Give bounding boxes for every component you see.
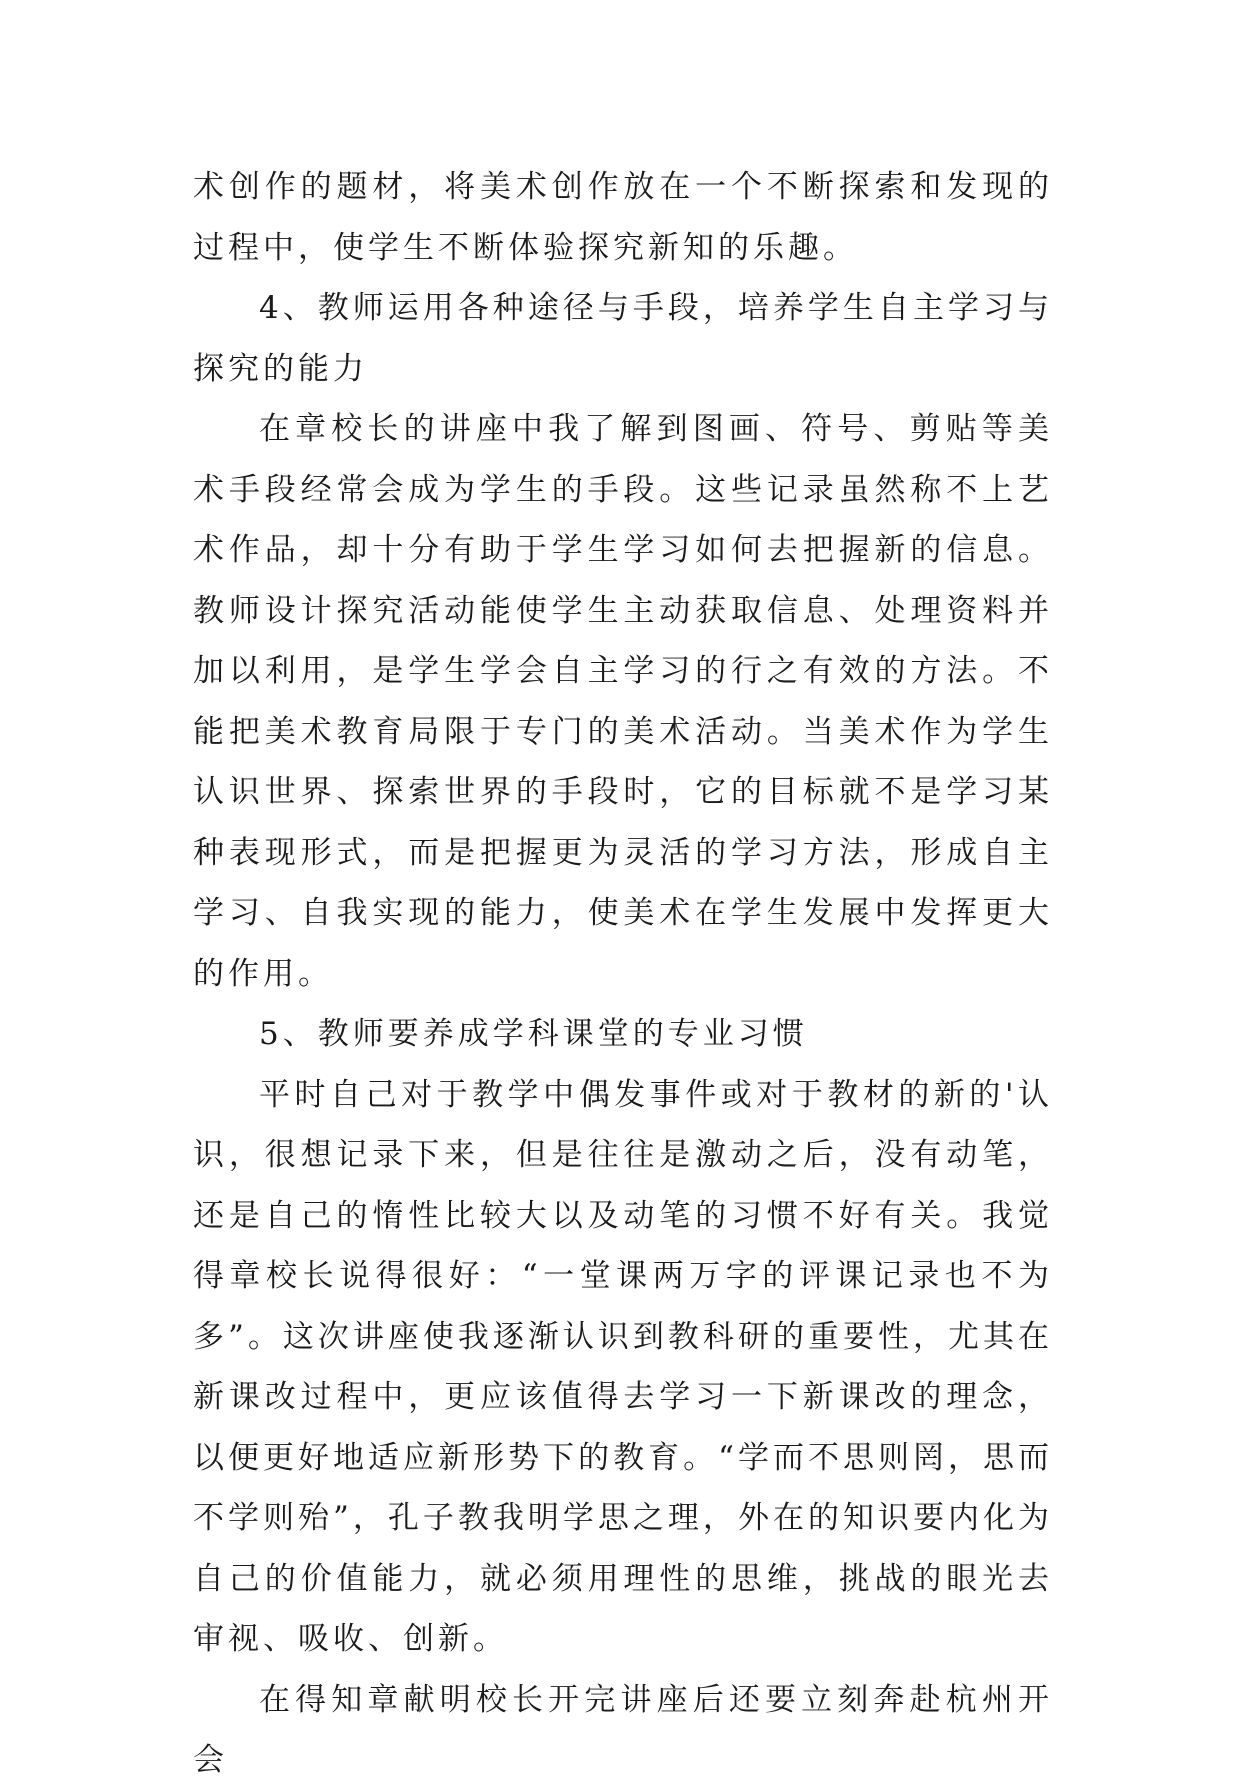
paragraph-lecture: 在章校长的讲座中我了解到图画、符号、剪贴等美术手段经常会成为学生的手段。这些记录虽然称不上艺术作品，却十分有助于学生学习如何去把握新的信息。教师设计探究活动能使学生主动获取信息、处理资料并加以利用，是学生学会自主学习的行之有效的方法。不能把美术教育局限于专门的美术活动。当美术作为学生认识世界、探索世界的手段时，它的目标就不是学习某种表现形式，而是把握更为灵活的学习方法，形成自主学习、自我实现的能力，使美术在学生发展中发挥更大的作用。 [193,411,1053,992]
paragraph-continued: 术创作的题材，将美术创作放在一个不断探索和发现的过程中，使学生不断体验探究新知的乐趣。 [193,169,1053,266]
paragraph-habits: 平时自己对于教学中偶发事件或对于教材的新的'认识，很想记录下来，但是往往是激动之后，没有动笔，还是自己的惰性比较大以及动笔的习惯不好有关。我觉得章校长说得很好：“一堂课两万字的评课记录也不为多”。这次讲座使我逐渐认识到教科研的重要性，尤其在新课改过程中，更应该值得去学习一下新课改的理念，以便更好地适应新形势下的教育。“学而不思则罔，思而不学则殆”，孔子教我明学思之理，外在的知识要内化为自己的价值能力，就必须用理性的思维，挑战的眼光去审视、吸收、创新。 [193,1076,1053,1657]
section-heading-5: 5、教师要养成学科课堂的专业习惯 [259,1016,808,1052]
paragraph-closing: 在得知章献明校长开完讲座后还要立刻奔赴杭州开会 [193,1681,1053,1778]
section-heading-4: 4、教师运用各种途径与手段，培养学生自主学习与探究的能力 [193,290,1053,387]
document-body [193,157,1053,1791]
